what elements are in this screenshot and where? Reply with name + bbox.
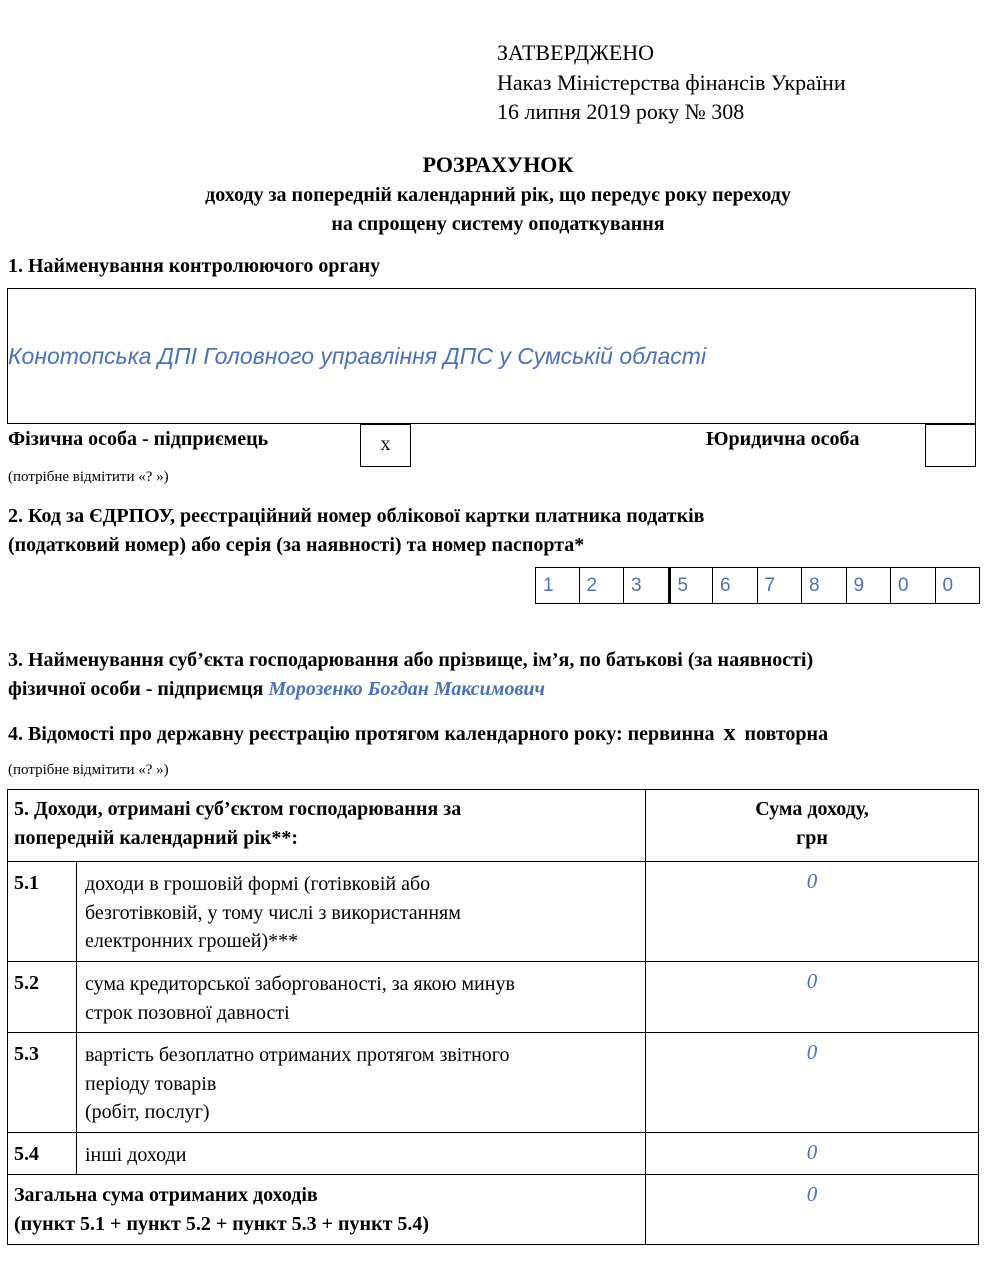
row-number: 5.4 (8, 1133, 77, 1175)
tax-number-digit[interactable]: 3 (624, 567, 669, 604)
approval-line-1: ЗАТВЕРДЖЕНО (497, 40, 655, 65)
registration-primary-mark[interactable]: х (723, 720, 736, 746)
row-description-line: електронних грошей)*** (85, 930, 299, 952)
total-row (8, 1175, 979, 1245)
row-sum-value[interactable]: 0 (646, 862, 979, 962)
row-description (77, 1133, 646, 1175)
row-description-line: інші доходи (85, 1144, 187, 1166)
row-sum-value[interactable]: 0 (646, 1033, 979, 1133)
tax-number-digit[interactable]: 9 (847, 567, 892, 604)
individual-entrepreneur-mark: х (380, 433, 391, 455)
table-row (8, 962, 979, 1033)
tax-number-digit[interactable]: 2 (580, 567, 625, 604)
row-description (77, 862, 646, 962)
approval-line-3: 16 липня 2019 року № 308 (497, 99, 745, 124)
tax-number-cells (535, 567, 980, 604)
row-description-line: сума кредиторської заборгованості, за якою минув (85, 973, 515, 995)
row-description (77, 962, 646, 1033)
row-sum-value[interactable]: 0 (646, 962, 979, 1033)
income-header-line-2: попередній календарний рік**: (14, 827, 299, 849)
section-2-heading-line-2: (податковий номер) або серія (за наявності) та номер паспорта* (8, 534, 585, 556)
row-description-line: періоду товарів (85, 1072, 217, 1095)
document-title: РОЗРАХУНОК (422, 152, 574, 177)
section-4-heading-text: 4. Відомості про державну реєстрацію протягом календарного року: первинна (8, 723, 715, 745)
sum-header-cell (646, 790, 979, 862)
tax-number-digit[interactable]: 0 (891, 567, 936, 604)
income-header-cell (8, 790, 646, 862)
table-row (8, 862, 979, 962)
approval-line-2: Наказ Міністерства фінансів України (497, 69, 846, 95)
document-subtitle-1: доходу за попередній календарний рік, що передує року переходу (205, 184, 791, 206)
sum-header-line-1: Сума доходу, (755, 798, 869, 820)
document-subtitle-2: на спрощену систему оподаткування (331, 213, 665, 235)
row-description-line: строк позовної давності (85, 1001, 290, 1024)
row-number: 5.3 (8, 1033, 77, 1133)
section-2-heading-line-1: 2. Код за ЄДРПОУ, реєстраційний номер облікової картки платника податків (8, 505, 705, 527)
row-description (77, 1033, 646, 1133)
tax-number-digit[interactable]: 1 (535, 567, 580, 604)
section-4-heading (8, 719, 828, 749)
approval-block (497, 38, 846, 127)
row-description-line: безготівковій, у тому числі з використанням (85, 901, 461, 924)
registration-note: (потрібне відмітити «? ») (8, 762, 169, 778)
row-number: 5.2 (8, 962, 77, 1033)
tax-number-digit[interactable]: 6 (713, 567, 758, 604)
tax-number-digit[interactable]: 8 (802, 567, 847, 604)
legal-entity-checkbox[interactable] (925, 424, 976, 467)
row-description-line: вартість безоплатно отриманих протягом звітного (85, 1044, 510, 1066)
individual-entrepreneur-checkbox[interactable] (360, 424, 411, 467)
tax-number-digit[interactable]: 0 (936, 567, 981, 604)
section-3-heading-line-1: 3. Найменування суб’єкта господарювання або прізвище, ім’я, по батькові (за наявності) (8, 649, 814, 671)
total-label-cell (8, 1175, 646, 1245)
person-type-note: (потрібне відмітити «? ») (8, 469, 169, 485)
row-sum-value[interactable]: 0 (646, 1133, 979, 1175)
legal-entity-label: Юридична особа (706, 428, 860, 450)
tax-number-digit[interactable]: 5 (669, 567, 714, 604)
section-1-heading: 1. Найменування контролюючого органу (8, 255, 381, 277)
total-label-line-2: (пункт 5.1 + пункт 5.2 + пункт 5.3 + пункт 5.4) (14, 1213, 430, 1235)
row-description-line: (робіт, послуг) (85, 1101, 210, 1123)
income-table-header (8, 790, 979, 862)
total-label-line-1: Загальна сума отриманих доходів (14, 1184, 318, 1206)
entrepreneur-name-value[interactable]: Морозенко Богдан Максимович (268, 678, 545, 700)
registration-repeated-option[interactable]: повторна (744, 723, 829, 745)
section-2-heading (8, 502, 704, 560)
authority-value: Конотопська ДПІ Головного управління ДПС у Сумській області (8, 343, 707, 369)
table-row (8, 1033, 979, 1133)
total-sum-value[interactable]: 0 (646, 1175, 979, 1245)
table-row (8, 1133, 979, 1175)
authority-field[interactable] (7, 288, 976, 424)
individual-entrepreneur-label: Фізична особа - підприємець (8, 428, 269, 450)
row-number: 5.1 (8, 862, 77, 962)
row-description-line: доходи в грошовій формі (готівковій або (85, 873, 431, 895)
tax-number-digit[interactable]: 7 (758, 567, 803, 604)
section-3-heading (8, 646, 813, 704)
section-3-heading-line-2: фізичної особи - підприємця (8, 678, 264, 700)
sum-header-line-2: грн (796, 827, 828, 849)
income-header-line-1: 5. Доходи, отримані суб’єктом господарювання за (14, 798, 462, 820)
income-table (7, 789, 979, 1245)
